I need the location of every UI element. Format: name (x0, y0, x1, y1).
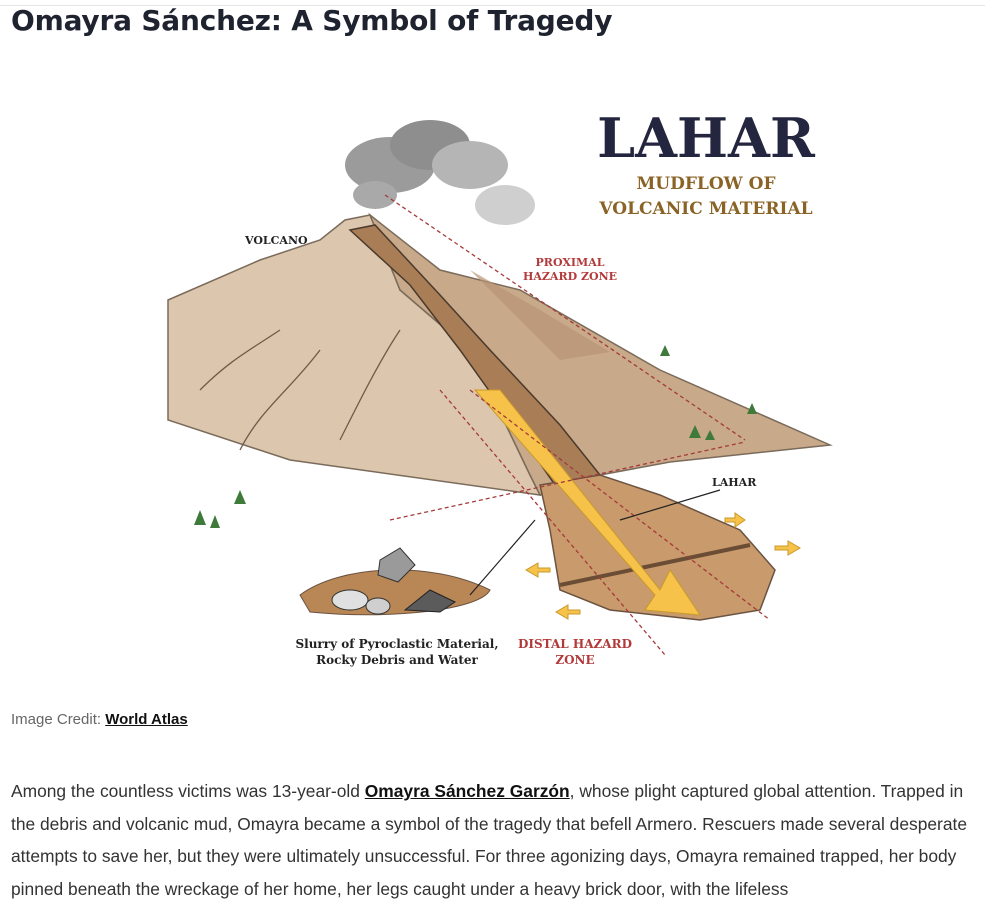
lahar-subheading-line2: VOLCANIC MATERIAL (599, 199, 813, 219)
world-atlas-link[interactable]: World Atlas (105, 711, 188, 728)
lahar-heading: LAHAR (597, 106, 815, 170)
paragraph-text-before: Among the countless victims was 13-year-old (11, 781, 365, 801)
smoke-plume (345, 120, 535, 225)
lahar-subheading-line1: MUDFLOW OF (636, 174, 776, 194)
label-distal-line1: DISTAL HAZARD (518, 637, 632, 651)
label-distal-line2: ZONE (555, 653, 595, 667)
lahar-illustration (140, 90, 840, 680)
label-volcano: VOLCANO (245, 234, 308, 247)
image-credit (11, 711, 188, 728)
label-proximal-line1: PROXIMAL (535, 256, 605, 269)
image-credit-prefix: Image Credit: (11, 711, 106, 728)
article-paragraph (11, 775, 976, 905)
label-lahar: LAHAR (712, 476, 757, 489)
debris-pile (300, 548, 490, 615)
label-slurry-line2: Rocky Debris and Water (316, 653, 478, 667)
label-slurry-line1: Slurry of Pyroclastic Material, (295, 637, 499, 651)
paragraph-text-after: , whose plight captured global attention. Trapped in the debris and volcanic mud, Omayra became a symbol of the tragedy that befell Armero. Rescuers made several desperate attempts to save her, but they were ultimately unsuccessful. For three agonizing days, Omayra remained trapped, her body pinned beneath the wreckage of her home, her legs caught under a heavy brick door, with the lifeless (11, 781, 968, 899)
article-title: Omayra Sánchez: A Symbol of Tragedy (11, 4, 613, 37)
omayra-sanchez-link[interactable]: Omayra Sánchez Garzón (364, 781, 570, 801)
label-proximal-line2: HAZARD ZONE (522, 270, 618, 283)
